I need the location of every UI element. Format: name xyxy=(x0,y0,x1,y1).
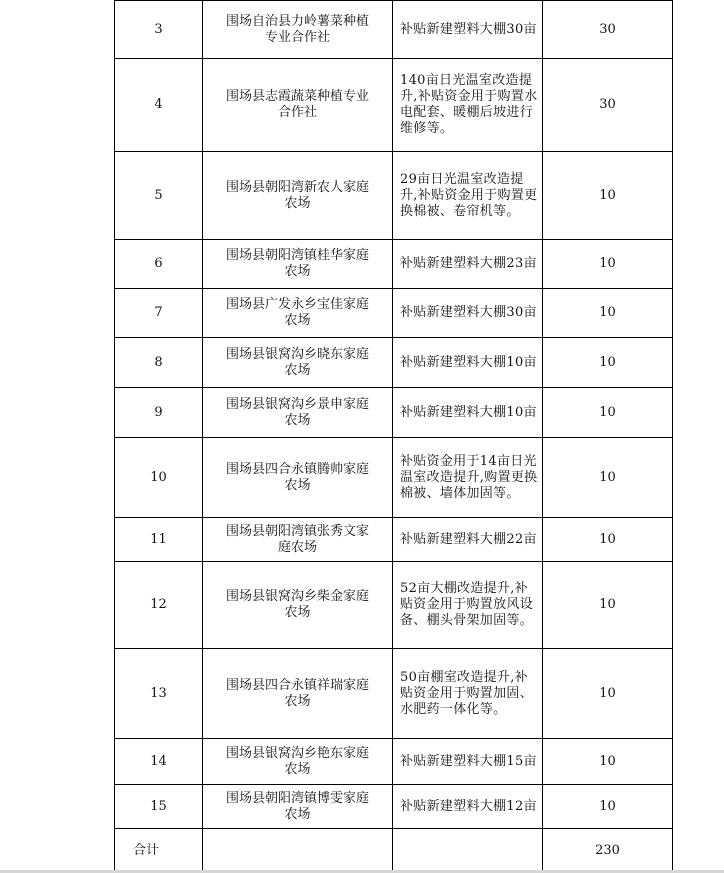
recipient-name: 围场县朝阳湾镇桂华家庭农场 xyxy=(203,240,393,289)
project-description: 补贴新建塑料大棚30亩 xyxy=(393,1,543,59)
row-number: 6 xyxy=(115,240,203,289)
recipient-name: 围场县银窝沟乡柴金家庭农场 xyxy=(203,562,393,649)
table-row xyxy=(115,785,673,829)
project-description: 52亩大棚改造提升,补贴资金用于购置放风设备、棚头骨架加固等。 xyxy=(393,562,543,649)
table-row xyxy=(115,152,673,240)
table-row xyxy=(115,562,673,649)
subsidy-amount: 10 xyxy=(543,562,673,649)
recipient-name: 围场自治县力岭薯菜种植专业合作社 xyxy=(203,1,393,59)
project-description: 50亩棚室改造提升,补贴资金用于购置加固、水肥药一体化等。 xyxy=(393,649,543,739)
recipient-name: 围场县四合永镇祥瑞家庭农场 xyxy=(203,649,393,739)
table-row xyxy=(115,518,673,562)
project-description: 补贴新建塑料大棚22亩 xyxy=(393,518,543,562)
subsidy-amount: 30 xyxy=(543,1,673,59)
subsidy-amount: 10 xyxy=(543,240,673,289)
recipient-name: 围场县朝阳湾新农人家庭农场 xyxy=(203,152,393,240)
subsidy-amount: 10 xyxy=(543,338,673,388)
recipient-name: 围场县广发永乡宝佳家庭农场 xyxy=(203,289,393,338)
row-number: 12 xyxy=(115,562,203,649)
total-label: 合计 xyxy=(115,829,203,873)
project-description: 补贴新建塑料大棚10亩 xyxy=(393,338,543,388)
table-row xyxy=(115,388,673,438)
row-number: 7 xyxy=(115,289,203,338)
table-row xyxy=(115,739,673,785)
project-description: 补贴资金用于14亩日光温室改造提升,购置更换棉被、墙体加固等。 xyxy=(393,438,543,518)
table-row xyxy=(115,438,673,518)
recipient-name: 围场县银窝沟乡艳东家庭农场 xyxy=(203,739,393,785)
row-number: 5 xyxy=(115,152,203,240)
subsidy-table xyxy=(114,0,673,873)
row-number: 3 xyxy=(115,1,203,59)
subsidy-amount: 10 xyxy=(543,289,673,338)
row-number: 15 xyxy=(115,785,203,829)
recipient-name: 围场县银窝沟乡景申家庭农场 xyxy=(203,388,393,438)
project-description: 补贴新建塑料大棚10亩 xyxy=(393,388,543,438)
total-row xyxy=(115,829,673,873)
row-number: 10 xyxy=(115,438,203,518)
row-number: 13 xyxy=(115,649,203,739)
recipient-name: 围场县朝阳湾镇博雯家庭农场 xyxy=(203,785,393,829)
project-description: 补贴新建塑料大棚30亩 xyxy=(393,289,543,338)
project-description: 29亩日光温室改造提升,补贴资金用于购置更换棉被、卷帘机等。 xyxy=(393,152,543,240)
empty-cell xyxy=(203,829,393,873)
total-amount: 230 xyxy=(543,829,673,873)
subsidy-amount: 10 xyxy=(543,739,673,785)
project-description: 补贴新建塑料大棚15亩 xyxy=(393,739,543,785)
table-row xyxy=(115,338,673,388)
recipient-name: 围场县朝阳湾镇张秀文家庭农场 xyxy=(203,518,393,562)
recipient-name: 围场县四合永镇腾帅家庭农场 xyxy=(203,438,393,518)
row-number: 8 xyxy=(115,338,203,388)
subsidy-amount: 10 xyxy=(543,438,673,518)
recipient-name: 围场县银窝沟乡晓东家庭农场 xyxy=(203,338,393,388)
row-number: 4 xyxy=(115,59,203,152)
table-row xyxy=(115,649,673,739)
row-number: 14 xyxy=(115,739,203,785)
recipient-name: 围场县志霞蔬菜种植专业合作社 xyxy=(203,59,393,152)
subsidy-amount: 10 xyxy=(543,518,673,562)
row-number: 9 xyxy=(115,388,203,438)
empty-cell xyxy=(393,829,543,873)
subsidy-amount: 10 xyxy=(543,152,673,240)
project-description: 140亩日光温室改造提升,补贴资金用于购置水电配套、暖棚后坡进行维修等。 xyxy=(393,59,543,152)
table-row xyxy=(115,240,673,289)
table-row xyxy=(115,1,673,59)
project-description: 补贴新建塑料大棚23亩 xyxy=(393,240,543,289)
project-description: 补贴新建塑料大棚12亩 xyxy=(393,785,543,829)
subsidy-amount: 30 xyxy=(543,59,673,152)
row-number: 11 xyxy=(115,518,203,562)
subsidy-amount: 10 xyxy=(543,785,673,829)
subsidy-amount: 10 xyxy=(543,649,673,739)
table-row xyxy=(115,289,673,338)
table-row xyxy=(115,59,673,152)
subsidy-amount: 10 xyxy=(543,388,673,438)
